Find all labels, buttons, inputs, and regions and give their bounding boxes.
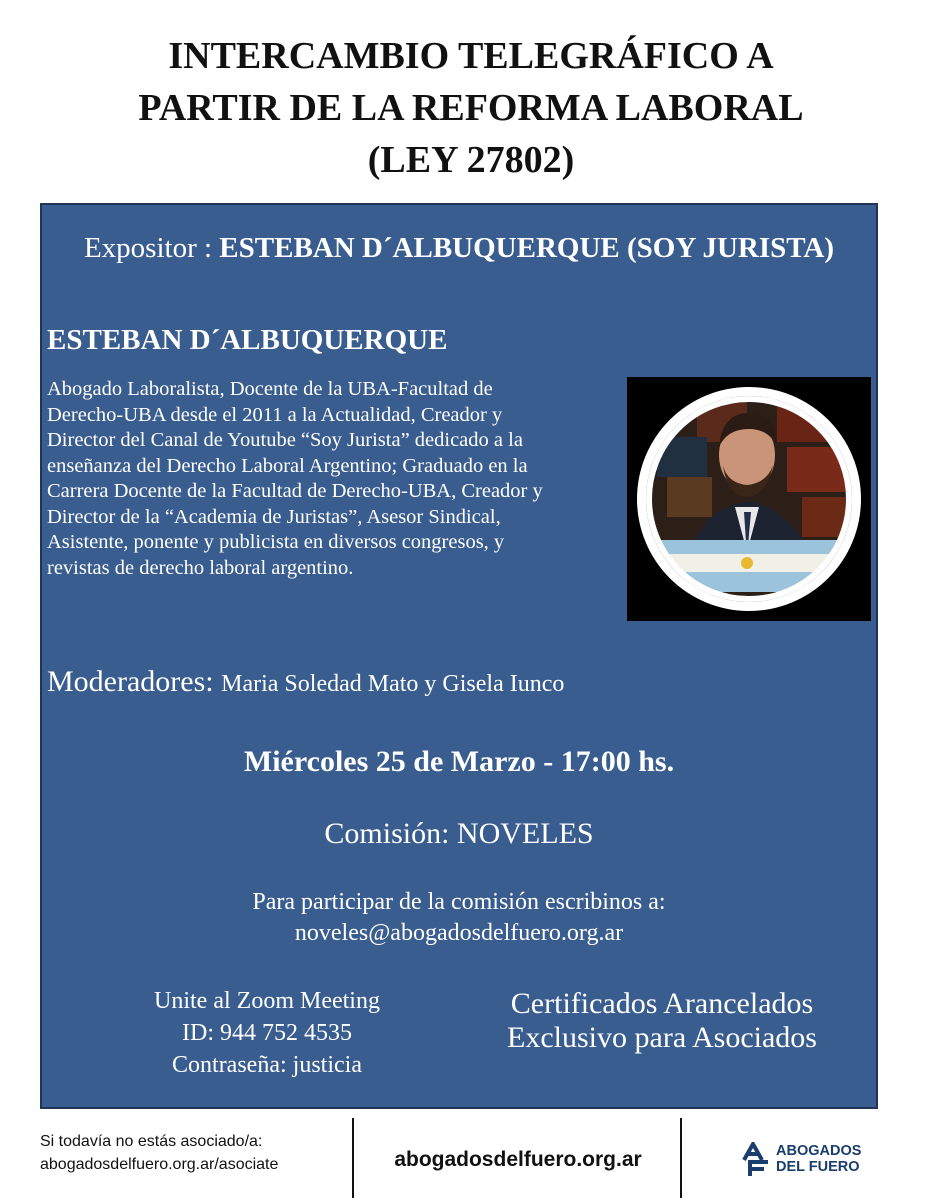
- zoom-info: [122, 985, 412, 1081]
- bio-line: Carrera Docente de la Facultad de Derecho-UBA, Creador y: [47, 480, 543, 502]
- speaker-photo: [627, 377, 871, 621]
- bio-line: Director del Canal de Youtube “Soy Jurista” dedicado a la: [47, 429, 523, 451]
- expositor-line: [42, 232, 876, 265]
- footer: [0, 1112, 942, 1200]
- membership-text: Si todavía no estás asociado/a:: [40, 1133, 263, 1150]
- expositor-name: ESTEBAN D´ALBUQUERQUE (SOY JURISTA): [219, 232, 835, 264]
- af-logo-icon: [742, 1142, 772, 1178]
- footer-membership: [40, 1130, 278, 1176]
- moderadores-line: [47, 665, 564, 699]
- page-title: [0, 30, 942, 186]
- abogados-del-fuero-logo: [742, 1142, 882, 1178]
- certificates-line-1: Certificados Arancelados: [510, 987, 814, 1020]
- expositor-label: Expositor :: [83, 232, 220, 264]
- event-date: Miércoles 25 de Marzo - 17:00 hs.: [243, 745, 675, 778]
- title-line-1: INTERCAMBIO TELEGRÁFICO A: [168, 35, 774, 77]
- info-panel: [40, 203, 878, 1109]
- membership-link[interactable]: abogadosdelfuero.org.ar/asociate: [40, 1156, 279, 1173]
- contact-email-link[interactable]: noveles@abogadosdelfuero.org.ar: [294, 920, 624, 946]
- certificates-info: [472, 987, 852, 1055]
- bio-line: enseñanza del Derecho Laboral Argentino; Graduado en la: [47, 454, 528, 477]
- logo-line-2: DEL FUERO: [776, 1159, 860, 1175]
- logo-line-1: ABOGADOS: [776, 1143, 862, 1159]
- speaker-name: ESTEBAN D´ALBUQUERQUE: [47, 324, 448, 356]
- moderadores-names: Maria Soledad Mato y Gisela Iunco: [221, 671, 565, 697]
- participation-text: Para participar de la comisión escribinos a:: [252, 889, 666, 915]
- zoom-meeting-text: Unite al Zoom Meeting: [154, 988, 380, 1014]
- title-line-2: PARTIR DE LA REFORMA LABORAL: [138, 87, 804, 129]
- website-link[interactable]: abogadosdelfuero.org.ar: [394, 1148, 642, 1171]
- footer-divider: [352, 1118, 354, 1198]
- certificates-line-2: Exclusivo para Asociados: [507, 1021, 817, 1054]
- logo-text: [776, 1143, 861, 1175]
- comision-label: Comisión: NOVELES: [324, 817, 594, 850]
- bio-line: Abogado Laboralista, Docente de la UBA-Facultad de: [47, 378, 493, 400]
- footer-divider: [680, 1118, 682, 1198]
- bio-line: Derecho-UBA desde el 2011 a la Actualidad, Creador y: [47, 403, 503, 426]
- speaker-bio: [47, 377, 619, 581]
- bio-line: Director de la “Academia de Juristas”, Asesor Sindical,: [47, 505, 501, 528]
- bio-line: revistas de derecho laboral argentino.: [47, 556, 354, 579]
- zoom-password: Contraseña: justicia: [172, 1052, 362, 1078]
- bio-line: Asistente, ponente y publicista en diversos congresos, y: [47, 531, 505, 553]
- title-line-3: (LEY 27802): [367, 139, 575, 181]
- speaker-portrait-image: [627, 377, 871, 621]
- moderadores-label: Moderadores:: [47, 665, 222, 698]
- participation-info: [42, 887, 876, 949]
- zoom-id: ID: 944 752 4535: [182, 1020, 352, 1046]
